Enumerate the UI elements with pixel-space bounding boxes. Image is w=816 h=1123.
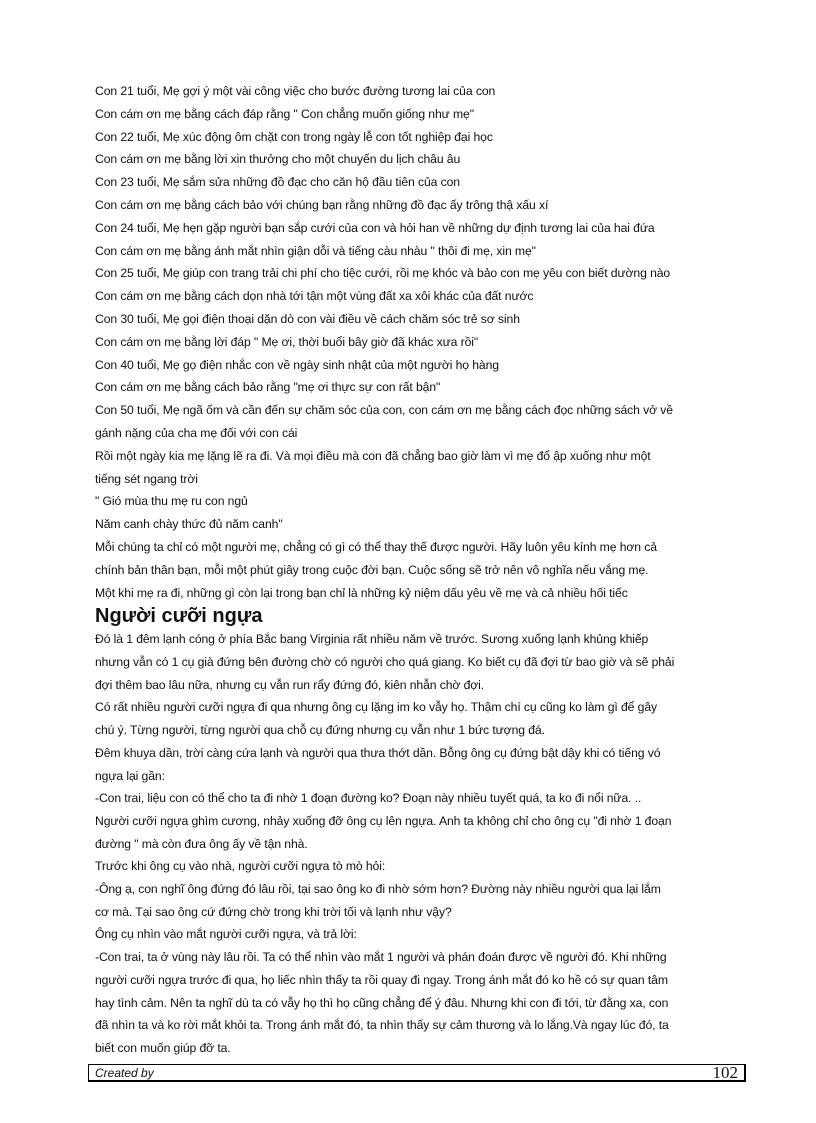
text-line: chú ý. Từng người, từng người qua chỗ cụ đứng nhưng cụ vẫn như 1 bức tượng đá. — [95, 723, 545, 738]
text-line: " Gió mùa thu mẹ ru con ngủ — [95, 494, 248, 509]
text-line: Người cưỡi ngựa ghìm cương, nhảy xuống đỡ ông cụ lên ngựa. Anh ta không chỉ cho ông cụ "đi nhờ 1 đoạn — [95, 813, 672, 828]
text-line: Con cám ơn mẹ bằng cách dọn nhà tới tận một vùng đất xa xôi khác của đất nước — [95, 289, 534, 304]
text-line: Rồi một ngày kia mẹ lặng lẽ ra đi. Và mọi điều mà con đã chẳng bao giờ làm vì mẹ đổ ập xuống như một — [95, 448, 651, 463]
text-line: ngựa lại gần: — [95, 768, 165, 783]
text-line: Con cám ơn mẹ bằng lời đáp " Mẹ ơi, thời buổi bây giờ đã khác xưa rồi" — [95, 334, 479, 349]
poem-section — [95, 80, 745, 604]
text-line: Con 30 tuổi, Mẹ gọi điện thoại dặn dò con vài điều về cách chăm sóc trẻ sơ sinh — [95, 311, 520, 326]
story-section — [95, 628, 745, 1059]
text-line: Con 24 tuổi, Mẹ hẹn gặp người bạn sắp cưới của con và hỏi han về những dự định tương lai của hai đứa — [95, 220, 655, 235]
text-line: người cưỡi ngựa trước đi qua, họ liếc nhìn thấy ta rồi quay đi ngay. Trong ánh mắt đó ko hề có sự quan tâm — [95, 972, 668, 987]
text-line: Con 50 tuổi, Mẹ ngã ốm và cần đến sự chăm sóc của con, con cám ơn mẹ bằng cách đọc những sách vở về — [95, 403, 673, 418]
text-line: Con cám ơn mẹ bằng cách bảo với chúng bạn rằng những đồ đạc ấy trông thậ xấu xí — [95, 197, 549, 212]
page-number: 102 — [712, 1063, 738, 1082]
text-line: Con 40 tuổi, Mẹ gọ điện nhắc con về ngày sinh nhật của một người họ hàng — [95, 357, 499, 372]
text-line: cơ mà. Tại sao ông cứ đứng chờ trong khi trời tối và lạnh như vậy? — [95, 904, 452, 919]
text-line: Con cám ơn mẹ bằng cách bảo rằng "mẹ ơi thực sự con rất bận" — [95, 380, 441, 395]
text-line: Đêm khuya dần, trời càng cứa lạnh và người qua thưa thớt dần. Bỗng ông cụ đứng bật dậy khi có tiếng vó — [95, 745, 661, 760]
text-line: Đó là 1 đêm lạnh cóng ở phía Bắc bang Virginia rất nhiều năm về trước. Sương xuống lạnh khủng khiếp — [95, 632, 649, 647]
text-line: đã nhìn ta và ko rời mắt khỏi ta. Trong ánh mắt đó, ta nhìn thấy sự cảm thương và lo lắng.Và ngay lúc đó, ta — [95, 1018, 669, 1033]
text-line: Con cám ơn mẹ bằng cách đáp rằng " Con chẳng muốn giống như mẹ" — [95, 106, 474, 121]
text-line: Ông cụ nhìn vào mắt người cưỡi ngựa, và trả lời: — [95, 927, 357, 942]
text-line: Trước khi ông cụ vào nhà, người cưỡi ngựa tò mò hỏi: — [95, 859, 386, 874]
text-line: -Con trai, ta ở vùng này lâu rồi. Ta có thể nhìn vào mắt 1 người và phán đoán được về người đó. Khi những — [95, 950, 667, 965]
text-line: chính bản thân bạn, mỗi một phút giây trong cuộc đời bạn. Cuộc sống sẽ trở nên vô nghĩa nếu vắng mẹ. — [95, 562, 649, 577]
text-line: nhưng vẫn có 1 cụ già đứng bên đường chờ có người cho quá giang. Ko biết cụ đã đợi từ bao giờ và sẽ phải — [95, 655, 675, 670]
text-line: Con 23 tuổi, Mẹ sắm sửa những đồ đạc cho căn hộ đầu tiên của con — [95, 175, 460, 190]
text-line: Con 21 tuổi, Mẹ gợi ý một vài công việc cho bước đường tương lai của con — [95, 84, 496, 98]
text-line: -Con trai, liệu con có thể cho ta đi nhờ 1 đoạn đường ko? Đoạn này nhiều tuyết quá, ta ko đi nổi nữa. .. — [95, 791, 642, 806]
text-line: tiếng sét ngang trời — [95, 471, 198, 486]
text-line: Mỗi chúng ta chỉ có một người mẹ, chẳng có gì có thể thay thế được người. Hãy luôn yêu kính mẹ hơn cả — [95, 539, 657, 554]
text-line: Có rất nhiều người cưỡi ngựa đi qua nhưng ông cụ lặng im ko vẫy họ. Thậm chí cụ cũng ko làm gì để gây — [95, 700, 657, 715]
text-line: Con 25 tuổi, Mẹ giúp con trang trải chi phí cho tiệc cưới, rồi mẹ khóc và bảo con mẹ yêu con biết dường nào — [95, 266, 671, 281]
text-line: Con cám ơn mẹ bằng ánh mắt nhìn giận dỗi và tiếng càu nhàu " thôi đi mẹ, xin mẹ" — [95, 243, 536, 258]
text-line: đường " mà còn đưa ông ấy về tận nhà. — [95, 836, 308, 851]
text-line: hay tình cảm. Nên ta nghĩ dù ta có vẫy họ thì họ cũng chẳng để ý đâu. Nhưng khi con đi tới, từ đằng xa, con — [95, 995, 669, 1010]
text-line: đợi thêm bao lâu nữa, nhưng cụ vẫn run rẩy đứng đó, kiên nhẫn chờ đợi. — [95, 677, 485, 692]
text-line: Con 22 tuổi, Mẹ xúc động ôm chặt con trong ngày lễ con tốt nghiệp đại học — [95, 129, 493, 144]
page-content — [95, 80, 745, 1060]
page-footer — [88, 1064, 746, 1082]
text-line: -Ông ạ, con nghĩ ông đứng đó lâu rồi, tại sao ông ko đi nhờ sớm hơn? Đường này nhiều người qua lại lắm — [95, 882, 661, 897]
text-line: Con cám ơn mẹ bằng lời xin thưởng cho một chuyến du lịch châu âu — [95, 152, 461, 167]
text-line: gánh nặng của cha mẹ đối với con cái — [95, 425, 298, 440]
text-line: Một khi mẹ ra đi, những gì còn lại trong bạn chỉ là những kỷ niệm dấu yêu về mẹ và cả nhiều hối tiếc — [95, 585, 628, 600]
text-line: Năm canh chày thức đủ năm canh" — [95, 517, 283, 532]
story-title: Người cưỡi ngựa — [95, 605, 263, 628]
text-line: biết con muốn giúp đỡ ta. — [95, 1040, 231, 1055]
footer-created-by: Created by — [95, 1066, 154, 1080]
